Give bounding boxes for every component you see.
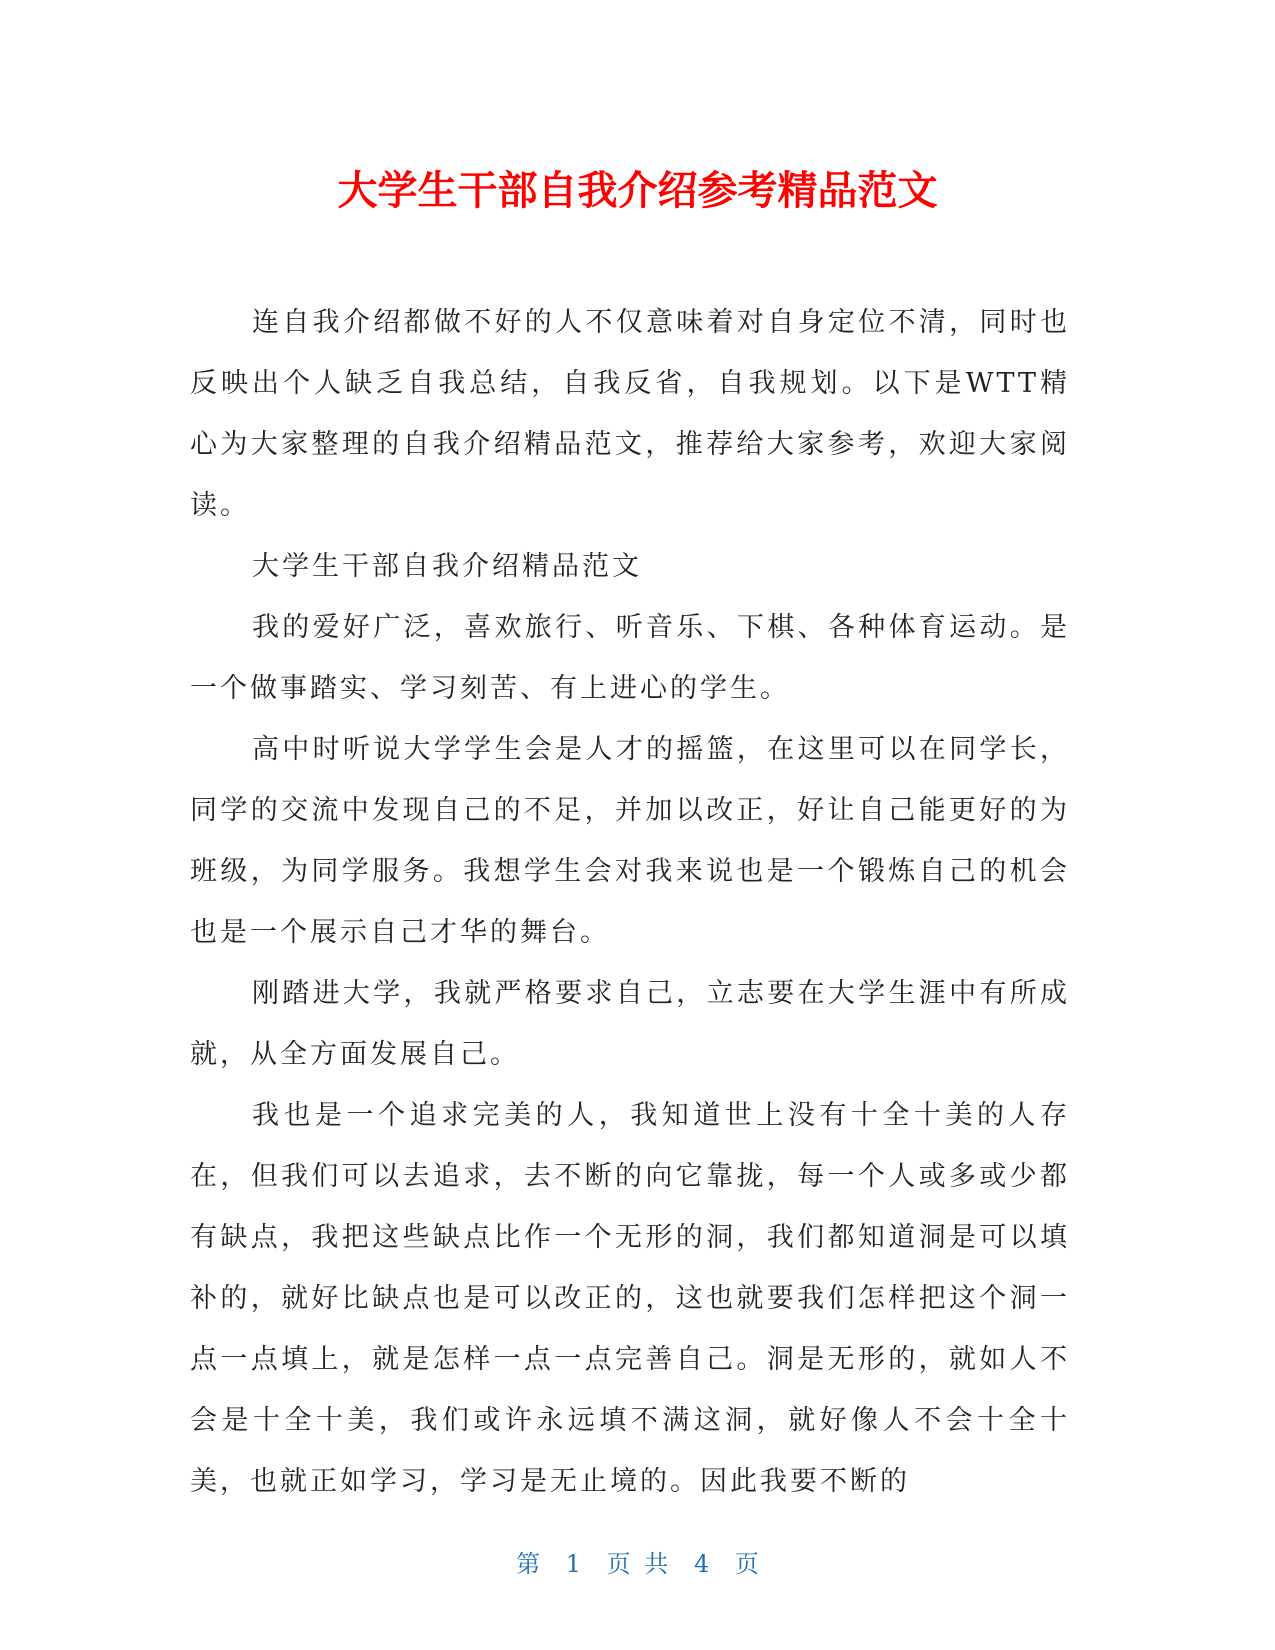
paragraph-goals: 刚踏进大学，我就严格要求自己，立志要在大学生涯中有所成就，从全方面发展自己。 [190,978,1070,1070]
footer-total-pages: 4 [693,1550,710,1578]
footer-suffix: 页 [734,1550,759,1578]
paragraph-student-union: 高中时听说大学学生会是人才的摇篮，在这里可以在同学长，同学的交流中发现自己的不足，并加以改正，好让自己能更好的为班级，为同学服务。我想学生会对我来说也是一个锻炼自己的机会也是一个展示自己才华的舞台。 [190,734,1070,948]
page-footer [0,1548,1275,1580]
footer-prefix: 第 [516,1550,541,1578]
paragraph-hobbies: 我的爱好广泛，喜欢旅行、听音乐、下棋、各种体育运动。是一个做事踏实、学习刻苦、有上进心的学生。 [190,612,1070,704]
paragraph-perfection: 我也是一个追求完美的人，我知道世上没有十全十美的人存在，但我们可以去追求，去不断的向它靠拢，每一个人或多或少都有缺点，我把这些缺点比作一个无形的洞，我们都知道洞是可以填补的，就好比缺点也是可以改正的，这也就要我们怎样把这个洞一点一点填上，就是怎样一点一点完善自己。洞是无形的，就如人不会是十全十美，我们或许永远填不满这洞，就好像人不会十全十美，也就正如学习，学习是无止境的。因此我要不断的 [190,1100,1070,1497]
section-heading: 大学生干部自我介绍精品范文 [252,551,642,582]
document-title: 大学生干部自我介绍参考精品范文 [337,168,938,214]
paragraph-intro: 连自我介绍都做不好的人不仅意味着对自身定位不清，同时也反映出个人缺乏自我总结，自我反省，自我规划。以下是WTT精心为大家整理的自我介绍精品范文，推荐给大家参考，欢迎大家阅读。 [190,307,1070,521]
footer-middle: 页 共 [606,1550,669,1578]
footer-page-number: 1 [565,1550,582,1578]
document-body [190,292,1070,1512]
